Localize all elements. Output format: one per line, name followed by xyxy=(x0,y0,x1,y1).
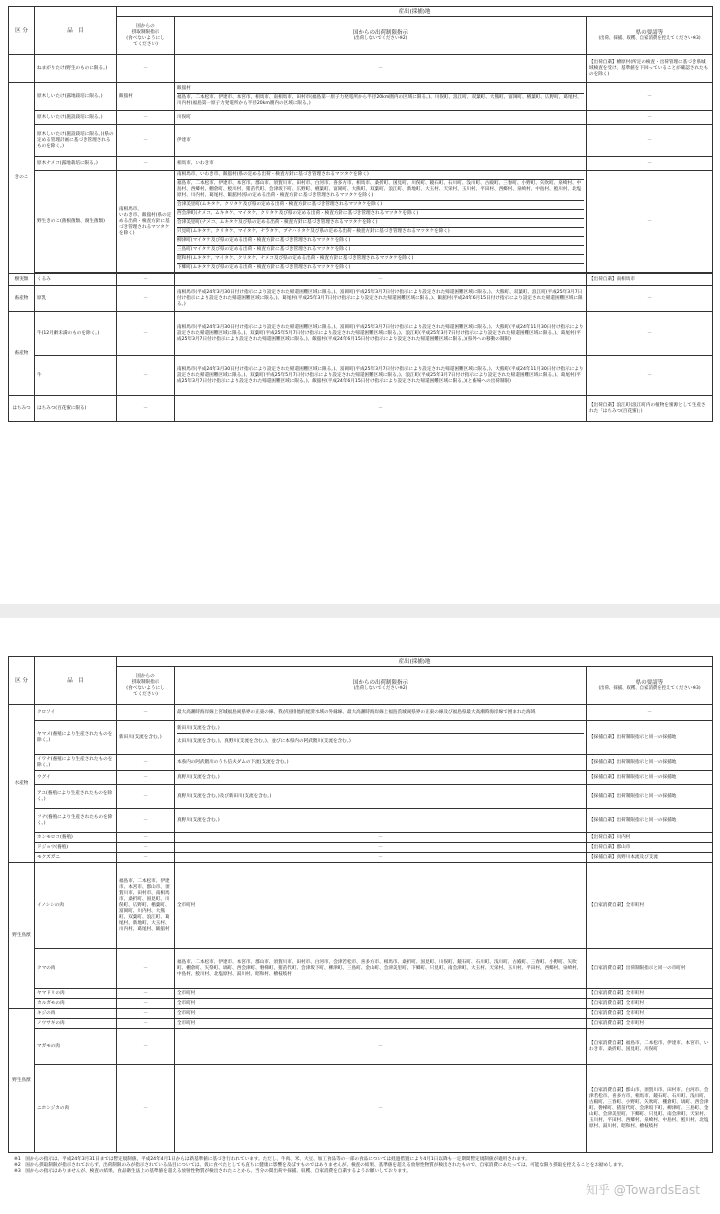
item-kiji: キジの肉 xyxy=(35,1009,117,1019)
youseito-dash: － xyxy=(587,125,713,157)
watermark: 知乎 @TowardsEast xyxy=(585,1183,700,1197)
shukka-nameko: 相馬市、いわき市 xyxy=(175,157,587,171)
sesshu-dash: － xyxy=(117,989,175,999)
sesshu-dash: － xyxy=(117,1029,175,1065)
shukka-kuroso: 最大高潮時海岸線上宮城福島両県界の正東の線、我が国排他的経済水域の外縁線、最大高潮時海岸線上福島茨城両県界の正東の線及び福島県最大高潮時海岸線で囲まれた海域 xyxy=(175,705,587,721)
restriction-table-1 xyxy=(8,6,713,422)
youseito-yamadori: 【自家消費自粛】全市町村 xyxy=(587,989,713,999)
header-hinmoku: 品 目 xyxy=(35,657,117,705)
item-kurumi: くるみ xyxy=(35,274,117,286)
youseito-negi: 【出荷自粛】檜原村(所定の検査・出荷管理に基づき県城域検査を受け、基準値を下回っていることが確認されたものを除く) xyxy=(587,55,713,83)
sesshu-dash: － xyxy=(117,356,175,396)
shukka-iwana: 本県内の阿武隈川のうち信夫ダムの下流(支流を含む。) xyxy=(175,755,587,771)
restriction-table-2 xyxy=(8,656,713,1153)
youseito-dash: － xyxy=(587,171,713,273)
document-page-1 xyxy=(8,6,712,422)
sesshu-yasei-kinoko: 南相馬市、 いわき市、飯舘村(県の定める出荷・検査方針に基づき管理されるマツタケを除く) xyxy=(117,171,175,273)
shukka-dash: － xyxy=(175,833,587,843)
page-gap xyxy=(0,604,720,618)
item-dojou: ドジョウ(養殖) xyxy=(35,843,117,853)
kubun-suisan: 水産物 xyxy=(9,705,35,863)
header-sesshu: 国からの 摂取制限指示 (食べないようにし てください) xyxy=(117,667,175,705)
youseito-inoshishi: 【自家消費自粛】全市町村 xyxy=(587,863,713,949)
sesshu-dash: － xyxy=(117,1009,175,1019)
header-sanshutsu: 産出(採捕)地 xyxy=(117,657,713,667)
youseito-karugamo: 【自家消費自粛】全市町村 xyxy=(587,999,713,1009)
sesshu-inoshishi: 福島市、二本松市、伊達市、本宮市、郡山市、須賀川市、田村市、南相馬市、桑折町、国見町、川俣町、広野町、楢葉町、富岡町、川内村、大熊町、双葉町、浪江町、葛尾村、新地町、大玉村、川内村、葛尾村、飯舘村 xyxy=(117,863,175,949)
item-inoshishi: イノシシの肉 xyxy=(35,863,117,949)
youseito-dash: － xyxy=(587,83,713,111)
shukka-dash: － xyxy=(175,274,587,286)
item-honmoroko: ホンモロコ(養殖) xyxy=(35,833,117,843)
kubun-empty xyxy=(9,55,35,83)
shukka-shiitake-shisetsu1: 川俣町 xyxy=(175,111,587,125)
header-youseito: 県の要請等 (出荷、採捕、収穫、自家消費を控えてください※3) xyxy=(587,17,713,55)
item-yasei-kinoko: 野生きのこ(菌根菌類、腐生菌類) xyxy=(35,171,117,273)
header-sanshutsu: 産出(採捕)地 xyxy=(117,7,713,17)
item-kuma: クマの肉 xyxy=(35,949,117,989)
item-nameko: 原木ナメコ(露地栽培に限る。) xyxy=(35,157,117,171)
sesshu-dash: － xyxy=(117,771,175,785)
kubun-yasei-chou-1: 野生鳥獣 xyxy=(9,863,35,1009)
sesshu-dash: － xyxy=(117,396,175,422)
sesshu-dash: － xyxy=(117,809,175,833)
youseito-dash: － xyxy=(587,705,713,721)
shukka-dash: － xyxy=(175,55,587,83)
youseito-nousagi: 【自家消費自粛】全市町村 xyxy=(587,1019,713,1029)
shukka-shiitake-shisetsu2: 伊達市 xyxy=(175,125,587,157)
item-gyu: 牛 xyxy=(35,356,117,396)
kubun-yasei-chou-2: 野生鳥獣 xyxy=(9,1009,35,1153)
youseito-hachimitsu: 【出荷自粛】浪江町(浪江町内の植物を蜜源として生産された「はちみつ(百花蜜)」) xyxy=(587,396,713,422)
shukka-yamame: 新田川(支流を含む。) 太田川(支流を含む。)、真野川(支流を含む。)、並びに本県内の阿武隈川(支流を含む。) xyxy=(175,721,587,755)
sesshu-dash: － xyxy=(117,785,175,809)
youseito-iwana: 【採捕自粛】出荷制限指示と同一の採捕地 xyxy=(587,755,713,771)
item-iwana: イワナ(養殖により生産されたものを除く。) xyxy=(35,755,117,771)
item-negi: ねまがりたけ(野生のものに限る。) xyxy=(35,55,117,83)
sesshu-dash: － xyxy=(117,755,175,771)
shukka-gyu-12: 南相馬市(平成24年3月30日付け指示により設定された帰還困難区域に限る。)、富岡町(平成25年3月7日付け指示により設定された帰還困難区域に限る。)、大熊町(平成24年11月30日付け指示により設定された帰還困難区域に限る。)、双葉町(平成25年5月7日付け指示により設定された帰還困難区域に限る。)、浪江町(平成25年3月7日付け指示により設定された帰還困難区域に限る。)、葛尾村(平成25年3月7日付け指示により設定された帰還困難区域に限る。)、飯舘村(平成24年6月15日付け指示により設定された帰還困難区域に限る。)(県外への移動の制限) xyxy=(175,312,587,356)
youseito-nihonjika: 【自家消費自粛】郡山市、須賀川市、田村市、白河市、会津若松市、喜多方市、相馬市、鏡石町、石川町、浅川町、古殿町、三春町、小野町、矢吹町、棚倉町、塙町、西会津町、磐梯町、猪苗代町、会津坂下町、柳津町、三島町、金山町、会津美里町、下郷町、只見町、南会津町、天栄村、玉川村、平田村、西郷村、泉崎村、中島村、鮫川村、北塩原村、湯川村、昭和村、檜枝岐村 xyxy=(587,1065,713,1153)
header-sesshu: 国からの 摂取制限指示 (食べないようにし てください) xyxy=(117,17,175,55)
youseito-kiji: 【自家消費自粛】全市町村 xyxy=(587,1009,713,1019)
youseito-funa: 【採捕自粛】出荷制限指示と同一の採捕地 xyxy=(587,809,713,833)
item-shiitake-roji: 原木しいたけ(露地栽培に限る。) xyxy=(35,83,117,111)
shukka-inoshishi: 全市町村 xyxy=(175,863,587,949)
item-nihonjika: ニホンジカの肉 xyxy=(35,1065,117,1153)
youseito-kuma: 【自家消費自粛】出荷制限指示と同一の市町村 xyxy=(587,949,713,989)
item-magamo: マガモの肉 xyxy=(35,1029,117,1065)
sesshu-dash: － xyxy=(117,999,175,1009)
item-kuroso: クロソイ xyxy=(35,705,117,721)
footnote-1: ※1 国からの指示は、平成24年3月31日までは暫定規制値、平成24年4月1日からは新基準値に基づき行われています。ただし、牛肉、米、大豆、加工食品等の一部の食品については経過措置により4月1日以降も一定期間暫定規制値が適用されます。 xyxy=(14,1157,530,1162)
youseito-dash: － xyxy=(587,312,713,356)
kubun-chikusan-1: 畜産物 xyxy=(9,286,35,312)
sesshu-shiitake-roji: 飯舘村 xyxy=(117,83,175,111)
header-kubun: 区 分 xyxy=(9,657,35,705)
sesshu-dash: － xyxy=(117,1019,175,1029)
shukka-shiitake-roji: 飯舘村 福島市、二本松市、伊達市、本宮市、相馬市、南相馬市、田村市(福島第一原子力発電所から半径20km圏内の区域に限る。)、川俣町、浪江町、双葉町、大熊町、富岡町、楢葉町、広野町、葛尾村、川内村(福島第一原子力発電所から半径20km圏内の区域に限る。) xyxy=(175,83,587,111)
sesshu-dash: － xyxy=(117,111,175,125)
youseito-ayu: 【採捕自粛】出荷制限指示と同一の採捕地 xyxy=(587,785,713,809)
shukka-dash: － xyxy=(175,1029,587,1065)
item-ugui: ウグイ xyxy=(35,771,117,785)
youseito-magamo: 【自家消費自粛】福島市、二本松市、伊達市、本宮市、いわき市、桑折町、国見町、川俣町 xyxy=(587,1029,713,1065)
kubun-jumi: 樹実類 xyxy=(9,274,35,286)
sesshu-dash: － xyxy=(117,312,175,356)
item-karugamo: カルガモの肉 xyxy=(35,999,117,1009)
youseito-dash: － xyxy=(587,157,713,171)
shukka-dash: － xyxy=(175,853,587,863)
shukka-yamadori: 全市町村 xyxy=(175,989,587,999)
sesshu-dash: － xyxy=(117,949,175,989)
header-hinmoku: 品 目 xyxy=(35,7,117,55)
shukka-karugamo: 全市町村 xyxy=(175,999,587,1009)
sesshu-dash: － xyxy=(117,55,175,83)
item-gennyu: 原乳 xyxy=(35,286,117,312)
header-kubun: 区 分 xyxy=(9,7,35,55)
sesshu-dash: － xyxy=(117,853,175,863)
sesshu-dash: － xyxy=(117,157,175,171)
item-shiitake-shisetsu1: 原木しいたけ(施設栽培に限る。) xyxy=(35,111,117,125)
item-shiitake-shisetsu2: 原木しいたけ(施設栽培に限る。)(県の定める管理計画に基づき管理されるものを除く。) xyxy=(35,125,117,157)
item-nousagi: ノウサギの肉 xyxy=(35,1019,117,1029)
shukka-dash: － xyxy=(175,1065,587,1153)
footnote-2: ※2 国から摂取制限が指示されておらず、出荷制限のみが指示されている品目については、仮に食べたとしても直ちに健康に影響を及ぼすものではありませんが、検査の結果、基準値を超える放射性物質が検出されたもので、自家消費にあたっては、可能な限り摂取を控えることをお勧めします。 xyxy=(14,1163,627,1169)
youseito-ugui: 【採捕自粛】出荷制限指示と同一の採捕地 xyxy=(587,771,713,785)
item-yamadori: ヤマドリの肉 xyxy=(35,989,117,999)
sesshu-dash: － xyxy=(117,705,175,721)
header-shukka: 国からの出荷制限指示 (出荷しないでください※2) xyxy=(175,17,587,55)
shukka-gennyu: 南相馬市(平成24年3月30日付け指示により設定された帰還困難区域に限る。)、富岡町(平成25年3月7日付け指示により設定された帰還困難区域に限る。)、大熊町、双葉町、浪江町(平成25年3月7日付け指示により設定された帰還困難区域に限る。)、葛尾村(平成25年3月7日付け指示により設定された帰還困難区域に限る。)、飯舘村(平成24年6月15日付け指示により設定された帰還困難区域に限る。) xyxy=(175,286,587,312)
sesshu-dash: － xyxy=(117,1065,175,1153)
shukka-ugui: 真野川(支流を含む。) xyxy=(175,771,587,785)
shukka-dash: － xyxy=(175,843,587,853)
sesshu-dash: － xyxy=(117,274,175,286)
document-page-2 xyxy=(8,656,712,1176)
sesshu-dash: － xyxy=(117,125,175,157)
youseito-dash: － xyxy=(587,111,713,125)
youseito-mokuzugani: 【採捕自粛】真野川本流及び支流 xyxy=(587,853,713,863)
item-funa: フナ(養殖により生産されたものを除く。) xyxy=(35,809,117,833)
shukka-kuma: 福島市、二本松市、伊達市、本宮市、郡山市、須賀川市、田村市、白河市、会津若松市、喜多方市、相馬市、桑折町、国見町、川俣町、鏡石町、石川町、浅川町、古殿町、三春町、小野町、矢吹町、棚倉町、矢祭町、塙町、西会津町、磐梯町、猪苗代町、会津坂下町、柳津町、三島町、金山町、会津美里町、下郷町、只見町、南会津町、大玉村、天栄村、玉川村、平田村、西郷村、泉崎村、中島村、鮫川村、北塩原村、湯川村、昭和村、檜枝岐村 xyxy=(175,949,587,989)
sesshu-yamame: 新田川(支流を含む。) xyxy=(117,721,175,755)
youseito-dojou: 【出荷自粛】郡山市 xyxy=(587,843,713,853)
shukka-nousagi: 全市町村 xyxy=(175,1019,587,1029)
shukka-gyu: 南相馬市(平成24年3月30日付け指示により設定された帰還困難区域に限る。)、富岡町(平成25年3月7日付け指示により設定された帰還困難区域に限る。)、大熊町(平成24年11月30日付け指示により設定された帰還困難区域に限る。)、双葉町(平成25年5月7日付け指示により設定された帰還困難区域に限る。)、浪江町(平成25年3月7日付け指示により設定された帰還困難区域に限る。)、葛尾村(平成25年3月7日付け指示により設定された帰還困難区域に限る。)、飯舘村(平成24年6月15日付け指示により設定された帰還困難区域に限る。)(と畜場への出荷制限) xyxy=(175,356,587,396)
item-hachimitsu: はちみつ(百花蜜に限る) xyxy=(35,396,117,422)
sesshu-dash: － xyxy=(117,833,175,843)
item-mokuzugani: モクズガニ xyxy=(35,853,117,863)
youseito-dash: － xyxy=(587,356,713,396)
youseito-dash: － xyxy=(587,286,713,312)
sesshu-dash: － xyxy=(117,286,175,312)
shukka-kiji: 全市町村 xyxy=(175,1009,587,1019)
youseito-yamame: 【採捕自粛】出荷制限指示と同一の採捕地 xyxy=(587,721,713,755)
youseito-honmoroko: 【出荷自粛】川内村 xyxy=(587,833,713,843)
header-youseito: 県の要請等 (出荷、採捕、収穫、自家消費を控えてください※3) xyxy=(587,667,713,705)
youseito-kurumi: 【出荷自粛】南相馬市 xyxy=(587,274,713,286)
sesshu-dash: － xyxy=(117,843,175,853)
kubun-kinoko: きのこ xyxy=(9,83,35,274)
shukka-dash: － xyxy=(175,396,587,422)
item-gyu-12: 牛(12月齢未満のものを除く。) xyxy=(35,312,117,356)
kubun-chikusan-2: 畜産物 xyxy=(9,312,35,396)
item-yamame: ヤマメ(養殖により生産されたものを除く。) xyxy=(35,721,117,755)
shukka-funa: 真野川(支流を含む。) xyxy=(175,809,587,833)
footnotes xyxy=(8,1153,712,1176)
shukka-ayu: 真野川(支流を含む。)及び新田川(支流を含む。) xyxy=(175,785,587,809)
shukka-yasei-kinoko: 南相馬市、いわき市、飯舘村(県の定める出荷・検査方針に基づき管理されるマツタケを除く) 福島市、二本松市、伊達市、本宮市、郡山市、須賀川市、田村市、白河市、喜多方市、相馬市、桑折町、国見町、川俣町、鏡石町、石川町、浅川町、古殿町、三春町、小野町、矢吹町、泉崎村、中島村、西郷村、棚倉町、鮫川村、猪苗代町、会津坂下町、広野町、楢葉町、富岡町、大熊町、双葉町、浪江町、新地町、大玉村、天栄村、玉川村、平田村、西郷村、泉崎村、中島村、鮫川村、北塩原村、川内村、葛尾村、飯舘村(県の定める出荷・検査方針に基づき管理されるマツタケを除く) 会津美里町(ムキタケ、クリタケ及び県の定める出荷・検査方針に基づき管理されるマツタケを除く) 西会津町(ナメコ、ムキタケ、マイタケ、クリタケ及び県の定める出荷・検査方針に基づき管理されるマツタケを除く) 会津美里町(ナメコ、ムキタケ及び県の定める出荷・検査方針に基づき管理されるマツタケを除く) 只見町(ムキタケ、クリタケ、マイタケ、ナラタケ、ブナハリタケ及び県の定める出荷・検査方針に基づき管理されるマツタケを除く) 柳津町(マイタケ及び県の定める出荷・検査方針に基づき管理されるマツタケを除く) 三島町(マイタケ及び県の定める出荷・検査方針に基づき管理されるマツタケを除く) 昭和村(ムキタケ、マイタケ、クリタケ、ナメコ及び県の定める出荷・検査方針に基づき管理されるマツタケを除く) 下郷町(ムキタケ及び県の定める出荷・検査方針に基づき管理されるマツタケを除く) xyxy=(175,171,587,273)
footnote-3: ※3 国からの指示はありませんが、検査の結果、食品衛生法上の基準値を超える放射性物質が検出されたことから、当分の間出荷や採捕、収穫、自家消費を自粛するようお願いしております。 xyxy=(14,1169,411,1175)
item-ayu: アユ(養殖により生産されたものを除く。) xyxy=(35,785,117,809)
header-shukka: 国からの出荷制限指示 (出荷しないでください※2) xyxy=(175,667,587,705)
kubun-hachimitsu: はちみつ xyxy=(9,396,35,422)
